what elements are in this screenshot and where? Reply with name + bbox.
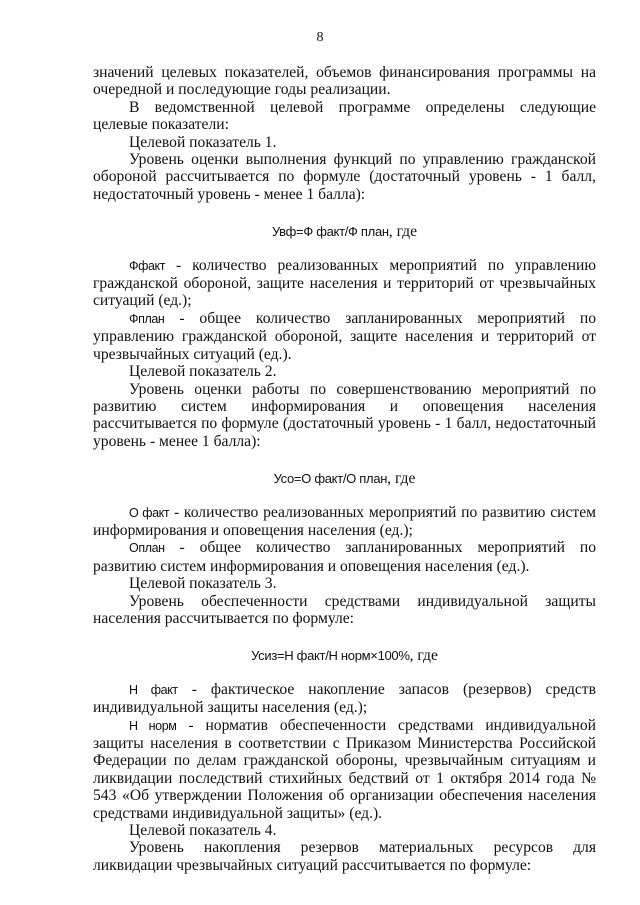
variable-description: - норматив обеспеченности средствами индивидуальной защиты населения в соответствии с Приказом Министерства Российской Федерации по делам гражданской обороны, чрезвычайным ситуациям и ликвидации последствий стихийных бедствий от 1 октября 2014 года № 543 «Об утверждении Положения об организации обеспечения населения средствами индивидуальной защиты» (ед.). xyxy=(93,716,596,822)
variable-symbol: Н факт xyxy=(129,682,178,697)
formula-where: , где xyxy=(387,470,416,488)
formula-where: , где xyxy=(388,223,418,241)
document-body xyxy=(93,64,596,874)
paragraph: Уровень оценки выполнения функций по управлению гражданской обороной рассчитывается по формуле (достаточный уровень - 1 балл, недостаточный уровень - менее 1 балла): xyxy=(93,151,596,203)
formula-3 xyxy=(93,647,596,664)
variable-description: - фактическое накопление запасов (резервов) средств индивидуальной защиты населения (ед.); xyxy=(93,680,596,717)
paragraph: Уровень оценки работы по совершенствованию мероприятий по развитию систем информирования и оповещения населения рассчитывается по формуле (достаточный уровень - 1 балл, недостаточный уровень - менее 1 балла): xyxy=(93,380,596,450)
variable-definition xyxy=(93,681,596,717)
paragraph: В ведомственной целевой программе определены следующие целевые показатели: xyxy=(93,98,596,134)
formula-1 xyxy=(93,223,596,240)
formula-expression: Усиз=Н факт/Н норм×100% xyxy=(251,648,410,664)
variable-definition xyxy=(93,504,596,540)
indicator-heading-1: Целевой показатель 1. xyxy=(129,133,277,151)
variable-definition xyxy=(93,310,596,363)
paragraph: Уровень обеспеченности средствами индивидуальной защиты населения рассчитывается по формуле: xyxy=(93,592,596,627)
formula-expression: Усо=О факт/О план xyxy=(273,471,388,487)
indicator-heading-4: Целевой показатель 4. xyxy=(129,822,277,840)
variable-symbol: О факт xyxy=(129,505,170,520)
variable-description: - общее количество запланированных мероприятий по развитию систем информирования и оповещения населения (ед.). xyxy=(93,539,596,575)
variable-definition xyxy=(93,257,596,310)
variable-symbol: Н норм xyxy=(129,718,177,733)
variable-description: - количество реализованных мероприятий по управлению гражданской обороной, защите населения и территорий от чрезвычайных ситуаций (ед.); xyxy=(93,256,596,310)
formula-where: , где xyxy=(409,647,438,665)
variable-definition xyxy=(93,539,596,575)
paragraph: Уровень накопления резервов материальных ресурсов для ликвидации чрезвычайных ситуаций рассчитывается по формуле: xyxy=(93,839,596,874)
variable-symbol: Фплан xyxy=(129,311,165,326)
variable-symbol: Оплан xyxy=(129,541,165,556)
variable-definition xyxy=(93,717,596,822)
formula-2 xyxy=(93,470,596,487)
variable-description: - общее количество запланированных мероприятий по управлению гражданской обороной, защите населения и территорий от чрезвычайных ситуаций (ед.). xyxy=(93,309,596,363)
paragraph: значений целевых показателей, объемов финансирования программы на очередной и последующие годы реализации. xyxy=(93,64,596,99)
indicator-heading-3: Целевой показатель 3. xyxy=(129,575,277,593)
variable-description: - количество реализованных мероприятий по развитию систем информирования и оповещения населения (ед.); xyxy=(93,503,596,539)
page-number: 8 xyxy=(316,30,324,45)
variable-symbol: Ффакт xyxy=(129,258,166,273)
formula-expression: Увф=Ф факт/Ф план xyxy=(271,224,389,240)
indicator-heading-2: Целевой показатель 2. xyxy=(129,363,277,381)
